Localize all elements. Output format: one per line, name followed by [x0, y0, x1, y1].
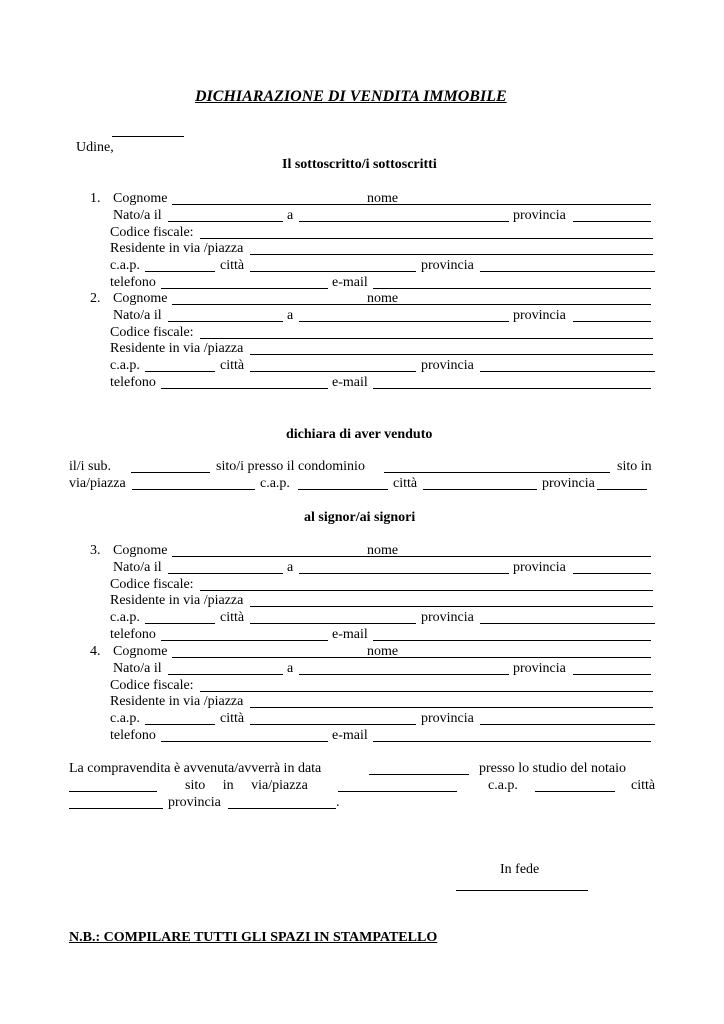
telefono-label: telefono [110, 375, 156, 390]
person-2-row-1 [110, 290, 670, 307]
person-3-row-4 [110, 592, 670, 609]
residente-label: Residente in via /piazza [110, 241, 244, 257]
sub-field[interactable] [131, 460, 210, 473]
birth-date-field[interactable] [168, 662, 283, 675]
sale-text-2: presso lo studio del notaio [479, 761, 626, 776]
a-label: a [287, 207, 294, 223]
email-field[interactable] [373, 628, 651, 641]
person-number: 4. [90, 644, 101, 659]
person-number: 3. [90, 543, 101, 558]
sale-date-field[interactable] [369, 762, 469, 775]
nome-field[interactable] [401, 292, 651, 305]
provincia-field[interactable] [480, 712, 655, 725]
footer-note: N.B.: COMPILARE TUTTI GLI SPAZI IN STAMPATELLO [69, 930, 438, 945]
residente-label: Residente in via /piazza [110, 694, 244, 710]
cap-label: c.a.p. [110, 258, 140, 274]
person-4-row-3 [110, 677, 670, 694]
person-1-row-5 [110, 257, 670, 274]
person-4-row-4 [110, 693, 670, 710]
email-label: e-mail [332, 375, 368, 390]
sellers-heading: Il sottoscritto/i sottoscritti [282, 157, 437, 172]
cap-label: c.a.p. [110, 358, 140, 374]
birth-place-field[interactable] [299, 662, 509, 675]
residence-field[interactable] [250, 695, 653, 708]
notary-via-field[interactable] [338, 779, 457, 792]
telefono-field[interactable] [161, 376, 328, 389]
person-2-row-6 [110, 374, 670, 391]
codice-fiscale-label: Codice fiscale: [110, 576, 194, 592]
email-label: e-mail [332, 627, 368, 642]
declaration-heading: dichiara di aver venduto [286, 427, 433, 442]
residence-field[interactable] [250, 242, 653, 255]
cognome-label: Cognome [113, 191, 168, 206]
notary-provincia-field[interactable] [228, 796, 336, 809]
telefono-field[interactable] [161, 276, 328, 289]
telefono-field[interactable] [161, 729, 328, 742]
email-field[interactable] [373, 376, 651, 389]
property-provincia-field[interactable] [597, 477, 647, 490]
birth-place-field[interactable] [299, 561, 509, 574]
nome-label: nome [367, 291, 399, 306]
person-3-row-1 [110, 542, 670, 559]
codice-fiscale-label: Codice fiscale: [110, 224, 194, 240]
cap-field[interactable] [145, 611, 215, 624]
a-label: a [287, 559, 294, 575]
nome-field[interactable] [401, 544, 651, 557]
birth-provincia-field[interactable] [573, 561, 651, 574]
person-2-row-2 [110, 307, 670, 324]
cognome-label: Cognome [113, 291, 168, 306]
provincia-label: provincia [421, 358, 474, 374]
person-2-row-3 [110, 324, 670, 341]
birth-provincia-field[interactable] [573, 662, 651, 675]
nome-label: nome [367, 543, 399, 558]
birth-date-field[interactable] [168, 309, 283, 322]
person-1-row-4 [110, 240, 670, 257]
telefono-field[interactable] [161, 628, 328, 641]
nome-label: nome [367, 644, 399, 659]
notary-sito-label: sito in via/piazza [185, 778, 308, 793]
property-via-field[interactable] [132, 477, 255, 490]
birth-date-field[interactable] [168, 561, 283, 574]
cap-label: c.a.p. [110, 610, 140, 626]
birth-place-field[interactable] [299, 309, 509, 322]
notary-citta-label: città [631, 778, 656, 793]
email-label: e-mail [332, 728, 368, 743]
residente-label: Residente in via /piazza [110, 593, 244, 609]
nome-field[interactable] [401, 192, 651, 205]
birth-provincia-field[interactable] [573, 209, 651, 222]
person-3-row-5 [110, 609, 670, 626]
signature-field[interactable] [456, 878, 588, 891]
property-cap-label: c.a.p. [260, 476, 290, 491]
nato-label: Nato/a il [113, 559, 162, 575]
page-title: DICHIARAZIONE DI VENDITA IMMOBILE [195, 88, 507, 105]
sale-end: . [336, 795, 340, 810]
citta-field[interactable] [250, 712, 416, 725]
cap-field[interactable] [145, 259, 215, 272]
provincia-label: provincia [513, 559, 566, 575]
cap-field[interactable] [145, 359, 215, 372]
person-2-row-4 [110, 340, 670, 357]
person-3-row-6 [110, 626, 670, 643]
person-4-row-6 [110, 727, 670, 744]
codice-fiscale-field[interactable] [200, 679, 653, 692]
property-provincia-label: provincia [542, 476, 595, 491]
citta-field[interactable] [250, 259, 416, 272]
person-1-row-6 [110, 274, 670, 291]
residence-field[interactable] [250, 594, 653, 607]
person-1-row-1 [110, 190, 670, 207]
provincia-field[interactable] [480, 259, 655, 272]
provincia-label: provincia [421, 711, 474, 727]
person-4-row-5 [110, 710, 670, 727]
provincia-field[interactable] [480, 359, 655, 372]
property-cap-field[interactable] [298, 477, 388, 490]
email-field[interactable] [373, 276, 651, 289]
person-number: 2. [90, 291, 101, 306]
nato-label: Nato/a il [113, 660, 162, 676]
provincia-label: provincia [513, 307, 566, 323]
cognome-label: Cognome [113, 644, 168, 659]
nome-label: nome [367, 191, 399, 206]
person-3-row-3 [110, 576, 670, 593]
codice-fiscale-label: Codice fiscale: [110, 677, 194, 693]
notary-cap-field[interactable] [535, 779, 615, 792]
sub-label: il/i sub. [69, 459, 112, 474]
cap-label: c.a.p. [110, 711, 140, 727]
provincia-label: provincia [513, 207, 566, 223]
notary-field[interactable] [69, 779, 157, 792]
nome-field[interactable] [401, 645, 651, 658]
sito-label: sito/i presso il condominio [216, 459, 365, 474]
property-citta-label: città [393, 476, 418, 491]
provincia-label: provincia [513, 660, 566, 676]
provincia-label: provincia [421, 610, 474, 626]
person-1-row-2 [110, 207, 670, 224]
place-label: Udine, [76, 140, 114, 155]
citta-field[interactable] [250, 611, 416, 624]
telefono-label: telefono [110, 627, 156, 642]
email-label: e-mail [332, 275, 368, 290]
citta-label: città [220, 258, 245, 274]
sito-in-label: sito in [617, 459, 652, 474]
notary-cap-label: c.a.p. [488, 778, 518, 793]
telefono-label: telefono [110, 728, 156, 743]
person-4-row-2 [110, 660, 670, 677]
cognome-label: Cognome [113, 543, 168, 558]
birth-provincia-field[interactable] [573, 309, 651, 322]
place-date [69, 122, 114, 156]
notary-citta-field[interactable] [69, 796, 163, 809]
email-field[interactable] [373, 729, 651, 742]
date-field[interactable] [112, 124, 184, 137]
residence-field[interactable] [250, 342, 653, 355]
a-label: a [287, 307, 294, 323]
telefono-label: telefono [110, 275, 156, 290]
codice-fiscale-field[interactable] [200, 326, 653, 339]
birth-date-field[interactable] [168, 209, 283, 222]
residente-label: Residente in via /piazza [110, 341, 244, 357]
provincia-label: provincia [421, 258, 474, 274]
property-citta-field[interactable] [423, 477, 537, 490]
citta-label: città [220, 610, 245, 626]
person-4-row-1 [110, 643, 670, 660]
cap-field[interactable] [145, 712, 215, 725]
codice-fiscale-label: Codice fiscale: [110, 324, 194, 340]
citta-field[interactable] [250, 359, 416, 372]
person-3-row-2 [110, 559, 670, 576]
condominio-field[interactable] [384, 460, 610, 473]
notary-provincia-label: provincia [168, 795, 221, 810]
buyers-heading: al signor/ai signori [304, 510, 416, 525]
citta-label: città [220, 711, 245, 727]
person-1-row-3 [110, 224, 670, 241]
a-label: a [287, 660, 294, 676]
citta-label: città [220, 358, 245, 374]
property-via-label: via/piazza [69, 476, 126, 491]
person-2-row-5 [110, 357, 670, 374]
provincia-field[interactable] [480, 611, 655, 624]
codice-fiscale-field[interactable] [200, 226, 653, 239]
in-fede-label: In fede [500, 862, 540, 877]
nato-label: Nato/a il [113, 307, 162, 323]
birth-place-field[interactable] [299, 209, 509, 222]
nato-label: Nato/a il [113, 207, 162, 223]
sale-text-1: La compravendita è avvenuta/avverrà in data [69, 761, 322, 776]
codice-fiscale-field[interactable] [200, 578, 653, 591]
person-number: 1. [90, 191, 101, 206]
